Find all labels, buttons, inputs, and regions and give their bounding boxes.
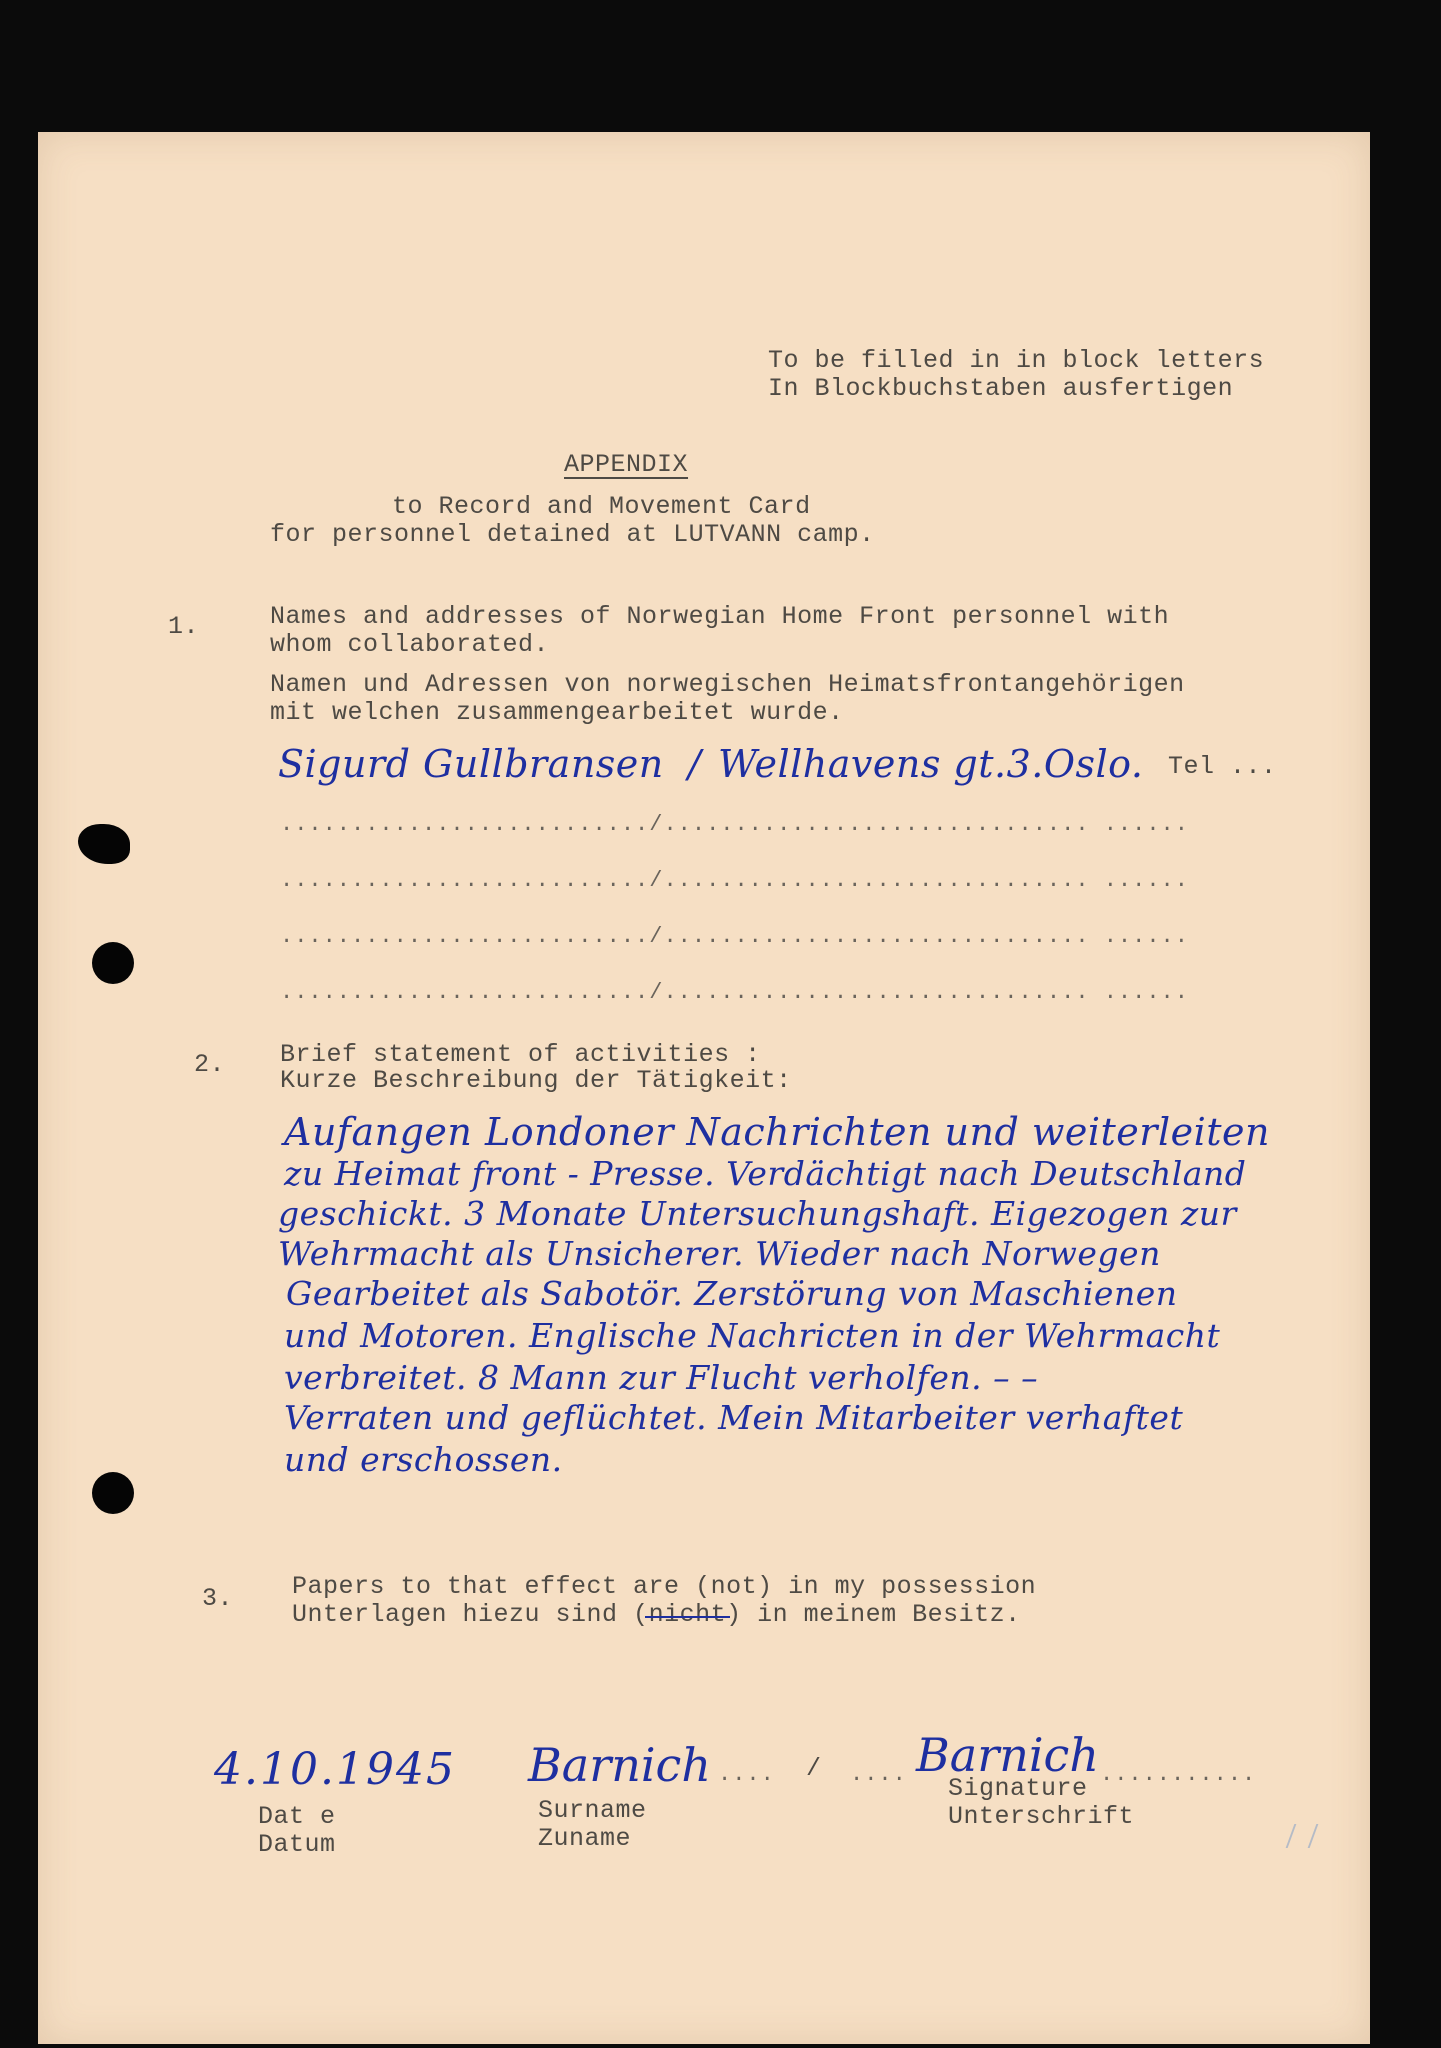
date-label-en: Dat e bbox=[258, 1802, 336, 1831]
statement-de-suffix: ) in meinem Besitz. bbox=[726, 1600, 1021, 1629]
contact-blank-line: ........................../.............................. ...... bbox=[280, 812, 1189, 837]
statement-en-word: not bbox=[710, 1572, 758, 1601]
signature-label-de: Unterschrift bbox=[948, 1802, 1135, 1831]
contact-blank-line: ........................../.............................. ...... bbox=[280, 980, 1189, 1005]
instruction-line-de: In Blockbuchstaben ausfertigen bbox=[768, 374, 1234, 403]
document-page bbox=[38, 132, 1370, 2044]
section-1-number: 1. bbox=[168, 612, 200, 641]
activity-line-5: Gearbeitet als Sabotör. Zerstörung von Maschienen bbox=[286, 1274, 1178, 1313]
contact-separator: / bbox=[688, 742, 702, 786]
activity-line-1: Aufangen Londoner Nachrichten und weiterleiten bbox=[284, 1110, 1270, 1154]
activity-line-2: zu Heimat front - Presse. Verdächtigt nach Deutschland bbox=[284, 1154, 1247, 1193]
statement-de-prefix: Unterlagen hiezu sind ( bbox=[292, 1600, 649, 1629]
section-2-label-en: Brief statement of activities : bbox=[280, 1040, 761, 1069]
struck-word-nicht: nicht bbox=[648, 1600, 727, 1629]
activity-line-4: Wehrmacht als Unsicherer. Wieder nach Norwegen bbox=[278, 1234, 1161, 1273]
punch-hole-top bbox=[92, 942, 134, 984]
archive-mark bbox=[1286, 1824, 1319, 1848]
signature-dots: ........... bbox=[1100, 1762, 1257, 1787]
section-2-label-de: Kurze Beschreibung der Tätigkeit: bbox=[280, 1066, 792, 1095]
surname-value: Barnich bbox=[528, 1738, 711, 1792]
surname-dots: .... bbox=[718, 1762, 775, 1787]
section-1-label-en-1: Names and addresses of Norwegian Home Front personnel with bbox=[270, 602, 1170, 631]
section-1-label-en-2: whom collaborated. bbox=[270, 630, 550, 659]
contact-address: Wellhavens gt.3.Oslo. bbox=[718, 742, 1144, 786]
contact-blank-line: ........................../.............................. ...... bbox=[280, 868, 1189, 893]
document-title: APPENDIX bbox=[564, 450, 689, 479]
section-2-number: 2. bbox=[194, 1050, 226, 1079]
signature-label-en: Signature bbox=[948, 1774, 1088, 1803]
signature-lead-dots: .... bbox=[850, 1762, 907, 1787]
surname-label-en: Surname bbox=[538, 1796, 647, 1825]
document-subtitle-1: to Record and Movement Card bbox=[392, 492, 811, 521]
date-value: 4.10.1945 bbox=[214, 1744, 456, 1795]
signature-value: Barnich bbox=[916, 1728, 1099, 1782]
section-1-label-de-1: Namen und Adressen von norwegischen Heimatsfrontangehörigen bbox=[270, 670, 1185, 699]
section-3-statement-de bbox=[292, 1600, 1021, 1630]
activity-line-3: geschickt. 3 Monate Untersuchungshaft. Eigezogen zur bbox=[278, 1194, 1237, 1233]
statement-en-suffix: ) in my possession bbox=[757, 1572, 1037, 1601]
section-1-label-de-2: mit welchen zusammengearbeitet wurde. bbox=[270, 698, 844, 727]
statement-en-prefix: Papers to that effect are ( bbox=[292, 1572, 711, 1601]
activity-line-9: und erschossen. bbox=[284, 1440, 563, 1479]
punch-hole-bottom bbox=[92, 1472, 134, 1514]
name-separator: / bbox=[806, 1754, 822, 1783]
contact-blank-line: ........................../.............................. ...... bbox=[280, 924, 1189, 949]
activity-line-7: verbreitet. 8 Mann zur Flucht verholfen. – – bbox=[284, 1358, 1039, 1397]
instruction-line-en: To be filled in in block letters bbox=[768, 346, 1265, 375]
contact-name: Sigurd Gullbransen bbox=[278, 742, 664, 786]
activity-line-6: und Motoren. Englische Nachricten in der Wehrmacht bbox=[284, 1316, 1221, 1355]
section-3-statement-en bbox=[292, 1572, 1036, 1602]
punch-hole-torn bbox=[78, 824, 130, 864]
date-label-de: Datum bbox=[258, 1830, 336, 1859]
document-subtitle-2: for personnel detained at LUTVANN camp. bbox=[270, 520, 875, 549]
activity-line-8: Verraten und geflüchtet. Mein Mitarbeiter verhaftet bbox=[284, 1398, 1184, 1437]
section-3-number: 3. bbox=[202, 1584, 234, 1613]
surname-label-de: Zuname bbox=[538, 1824, 632, 1853]
tel-label: Tel ... bbox=[1168, 752, 1277, 781]
